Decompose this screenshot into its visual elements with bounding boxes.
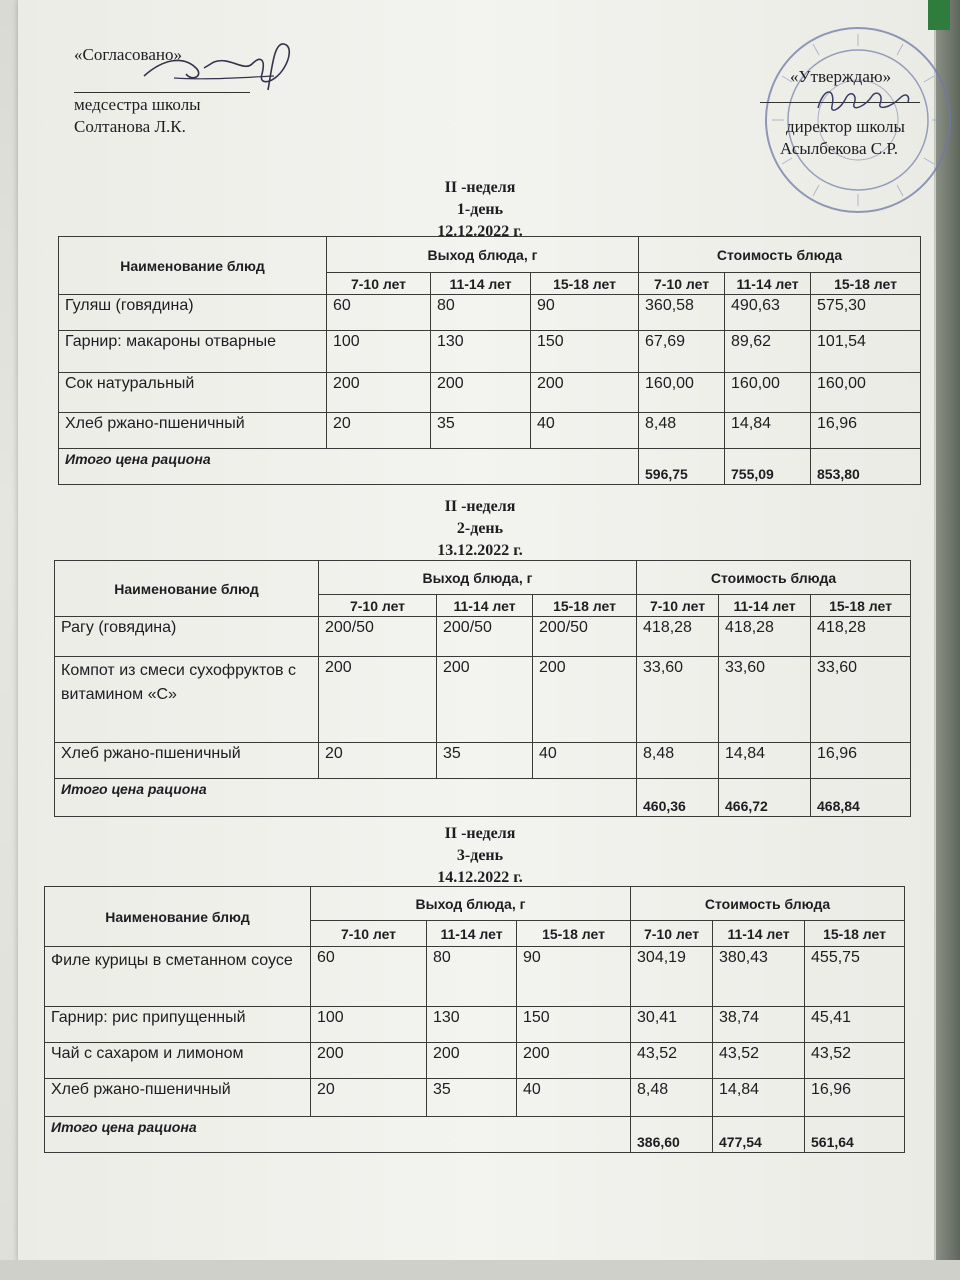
cost-15-18: 33,60 (811, 657, 911, 743)
total-15-18: 853,80 (811, 449, 921, 485)
bottom-shadow (0, 1260, 960, 1280)
yield-7-10: 200 (327, 373, 431, 413)
total-row (55, 779, 911, 817)
header-yield: Выход блюда, г (319, 561, 637, 595)
header-cost: Стоимость блюда (639, 237, 921, 273)
header-dish: Наименование блюд (55, 561, 319, 617)
dish-name: Хлеб ржано-пшеничный (59, 413, 327, 449)
director-signature (810, 80, 920, 120)
date-label: 13.12.2022 г. (437, 542, 523, 559)
yield-7-10: 200/50 (319, 617, 437, 657)
cost-15-18: 16,96 (805, 1079, 905, 1117)
cost-7-10: 8,48 (639, 413, 725, 449)
total-15-18: 468,84 (811, 779, 911, 817)
dish-name: Хлеб ржано-пшеничный (45, 1079, 311, 1117)
header-yield: Выход блюда, г (311, 887, 631, 921)
cost-11-14: 418,28 (719, 617, 811, 657)
week-label: II -неделя (444, 179, 516, 196)
menu-table-day-2 (54, 560, 911, 817)
day-heading (0, 496, 960, 562)
total-label: Итого цена рациона (59, 449, 639, 485)
table-row (45, 1007, 905, 1043)
date-label: 14.12.2022 г. (437, 869, 523, 886)
day-label: 3-день (456, 847, 504, 864)
dish-name: Сок натуральный (59, 373, 327, 413)
yield-15-18: 200 (517, 1043, 631, 1079)
header-dish: Наименование блюд (59, 237, 327, 295)
yield-7-10: 60 (311, 947, 427, 1007)
header-age-11-14: 11-14 лет (725, 273, 811, 295)
cost-7-10: 8,48 (631, 1079, 713, 1117)
table-row (59, 295, 921, 331)
header-age-11-14: 11-14 лет (431, 273, 531, 295)
header-age-7-10: 7-10 лет (319, 595, 437, 617)
table-row (55, 617, 911, 657)
yield-11-14: 80 (427, 947, 517, 1007)
header-age-7-10: 7-10 лет (631, 921, 713, 947)
day-heading (0, 177, 960, 243)
header-age-15-18: 15-18 лет (533, 595, 637, 617)
cost-11-14: 14,84 (719, 743, 811, 779)
cost-15-18: 101,54 (811, 331, 921, 373)
yield-11-14: 80 (431, 295, 531, 331)
cost-7-10: 67,69 (639, 331, 725, 373)
cost-11-14: 33,60 (719, 657, 811, 743)
yield-7-10: 100 (327, 331, 431, 373)
dish-name: Гарнир: макароны отварные (59, 331, 327, 373)
header-age-15-18: 15-18 лет (531, 273, 639, 295)
cost-7-10: 160,00 (639, 373, 725, 413)
dish-name: Хлеб ржано-пшеничный (55, 743, 319, 779)
approval-right-name: Асылбекова С.Р. (780, 139, 898, 158)
cost-7-10: 360,58 (639, 295, 725, 331)
table-row (59, 413, 921, 449)
yield-15-18: 40 (533, 743, 637, 779)
approval-left-title: «Согласовано» (74, 45, 182, 64)
cost-7-10: 43,52 (631, 1043, 713, 1079)
approval-right-position: директор школы (786, 117, 905, 136)
header-age-11-14: 11-14 лет (437, 595, 533, 617)
table-row (55, 743, 911, 779)
cost-7-10: 304,19 (631, 947, 713, 1007)
yield-11-14: 200 (437, 657, 533, 743)
nurse-signature (134, 38, 304, 98)
cost-11-14: 89,62 (725, 331, 811, 373)
header-age-7-10: 7-10 лет (311, 921, 427, 947)
date-label: 12.12.2022 г. (437, 223, 523, 240)
cost-11-14: 490,63 (725, 295, 811, 331)
cost-15-18: 160,00 (811, 373, 921, 413)
yield-11-14: 130 (431, 331, 531, 373)
total-11-14: 755,09 (725, 449, 811, 485)
day-heading (0, 823, 960, 889)
cost-11-14: 14,84 (713, 1079, 805, 1117)
cost-7-10: 30,41 (631, 1007, 713, 1043)
cost-11-14: 14,84 (725, 413, 811, 449)
dish-name: Чай с сахаром и лимоном (45, 1043, 311, 1079)
total-label: Итого цена рациона (55, 779, 637, 817)
cost-15-18: 16,96 (811, 413, 921, 449)
yield-15-18: 200 (531, 373, 639, 413)
yield-15-18: 90 (517, 947, 631, 1007)
cost-7-10: 418,28 (637, 617, 719, 657)
cost-11-14: 380,43 (713, 947, 805, 1007)
yield-15-18: 200 (533, 657, 637, 743)
yield-7-10: 20 (327, 413, 431, 449)
table-row (45, 1043, 905, 1079)
day-label: 2-день (456, 520, 504, 537)
week-label: II -неделя (444, 498, 516, 515)
total-row (59, 449, 921, 485)
header-age-7-10: 7-10 лет (637, 595, 719, 617)
menu-table-day-3 (44, 886, 905, 1153)
header-age-11-14: 11-14 лет (719, 595, 811, 617)
yield-15-18: 150 (531, 331, 639, 373)
cost-15-18: 418,28 (811, 617, 911, 657)
cost-15-18: 455,75 (805, 947, 905, 1007)
dish-name: Компот из смеси сухофруктов с витамином «С» (55, 657, 319, 743)
yield-11-14: 35 (431, 413, 531, 449)
dish-name: Филе курицы в сметанном соусе (45, 947, 311, 1007)
yield-15-18: 90 (531, 295, 639, 331)
total-label: Итого цена рациона (45, 1117, 631, 1153)
yield-7-10: 20 (319, 743, 437, 779)
menu-table-day-1 (58, 236, 921, 485)
approval-left-position: медсестра школы (74, 95, 201, 114)
cost-15-18: 575,30 (811, 295, 921, 331)
dish-name: Гуляш (говядина) (59, 295, 327, 331)
yield-15-18: 150 (517, 1007, 631, 1043)
week-label: II -неделя (444, 825, 516, 842)
header-age-15-18: 15-18 лет (517, 921, 631, 947)
header-age-15-18: 15-18 лет (805, 921, 905, 947)
day-label: 1-день (456, 201, 504, 218)
yield-15-18: 200/50 (533, 617, 637, 657)
approval-right (760, 66, 930, 176)
header-cost: Стоимость блюда (637, 561, 911, 595)
table-row (45, 947, 905, 1007)
yield-11-14: 35 (437, 743, 533, 779)
yield-11-14: 35 (427, 1079, 517, 1117)
approval-left-name: Солтанова Л.К. (74, 117, 186, 136)
total-15-18: 561,64 (805, 1117, 905, 1153)
yield-7-10: 200 (311, 1043, 427, 1079)
total-7-10: 596,75 (639, 449, 725, 485)
yield-11-14: 200/50 (437, 617, 533, 657)
cost-11-14: 43,52 (713, 1043, 805, 1079)
table-row (59, 373, 921, 413)
yield-7-10: 60 (327, 295, 431, 331)
cost-11-14: 160,00 (725, 373, 811, 413)
cost-15-18: 43,52 (805, 1043, 905, 1079)
cost-15-18: 16,96 (811, 743, 911, 779)
yield-7-10: 20 (311, 1079, 427, 1117)
dish-name: Гарнир: рис припущенный (45, 1007, 311, 1043)
dish-name: Рагу (говядина) (55, 617, 319, 657)
table-row (45, 1079, 905, 1117)
header-dish: Наименование блюд (45, 887, 311, 947)
approval-right-title: «Утверждаю» (790, 67, 892, 86)
cost-7-10: 33,60 (637, 657, 719, 743)
header-age-11-14: 11-14 лет (427, 921, 517, 947)
total-7-10: 460,36 (637, 779, 719, 817)
header-cost: Стоимость блюда (631, 887, 905, 921)
total-11-14: 466,72 (719, 779, 811, 817)
yield-15-18: 40 (531, 413, 639, 449)
table-row (59, 331, 921, 373)
table-row (55, 657, 911, 743)
yield-11-14: 200 (427, 1043, 517, 1079)
header-age-7-10: 7-10 лет (639, 273, 725, 295)
total-11-14: 477,54 (713, 1117, 805, 1153)
yield-7-10: 100 (311, 1007, 427, 1043)
total-row (45, 1117, 905, 1153)
header-age-7-10: 7-10 лет (327, 273, 431, 295)
cost-15-18: 45,41 (805, 1007, 905, 1043)
cost-11-14: 38,74 (713, 1007, 805, 1043)
yield-11-14: 130 (427, 1007, 517, 1043)
header-age-15-18: 15-18 лет (811, 595, 911, 617)
header-age-11-14: 11-14 лет (713, 921, 805, 947)
header-age-15-18: 15-18 лет (811, 273, 921, 295)
yield-7-10: 200 (319, 657, 437, 743)
total-7-10: 386,60 (631, 1117, 713, 1153)
header-yield: Выход блюда, г (327, 237, 639, 273)
cost-7-10: 8,48 (637, 743, 719, 779)
yield-15-18: 40 (517, 1079, 631, 1117)
yield-11-14: 200 (431, 373, 531, 413)
